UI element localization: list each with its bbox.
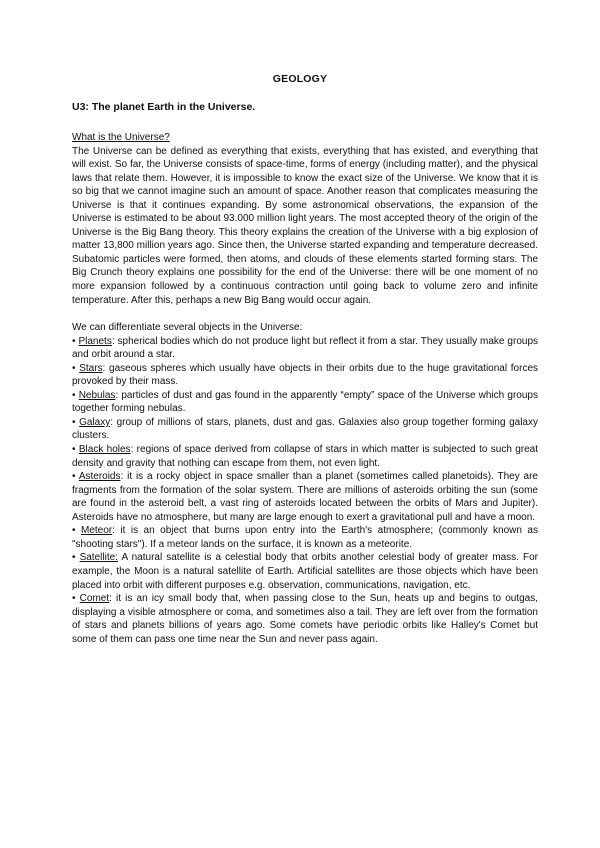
list-item-planets bbox=[72, 335, 538, 362]
term-meteor: Meteor bbox=[81, 525, 113, 537]
definition-stars: gaseous spheres which usually have objects in their orbits due to the huge gravitational forces provoked by their mass. bbox=[72, 362, 538, 388]
definition-asteroids: it is a rocky object in space smaller than a planet (sometimes called planetoids). They are fragments from the formation of the solar system. There are millions of asteroids orbiting the sun (some are found in the asteroid belt, a vast ring of asteroids located between the orbits of Mars and Jupiter). Asteroids have no atmosphere, but many are large enough to exert a gravitational pull and have a moon. bbox=[72, 471, 538, 523]
definition-meteor: it is an object that burns upon entry into the Earth's atmosphere; (commonly known as "shooting stars"). If a meteor lands on the surface, it is known as a meteorite. bbox=[72, 525, 538, 550]
list-item-comet bbox=[72, 592, 538, 646]
bullet: • bbox=[72, 389, 76, 401]
objects-intro: We can differentiate several objects in the Universe: bbox=[72, 322, 303, 334]
list-item-meteor bbox=[72, 524, 538, 551]
term-stars: Stars bbox=[79, 362, 103, 374]
list-item-satellite bbox=[72, 551, 538, 592]
definition-planets: spherical bodies which do not produce light but reflect it from a star. They usually make groups and orbit around a star. bbox=[72, 335, 539, 361]
bullet: • bbox=[72, 335, 76, 347]
definition-comet: it is an icy small body that, when passing close to the Sun, heats up and begins to outgas, displaying a visible atmosphere or coma, and sometimes also a tail. They are left over from the formation of stars and planets billions of years ago. Some comets have periodic orbits like Halley's Comet but some of them can pass one time near the Sun and never pass again. bbox=[72, 593, 538, 645]
unit-heading: U3: The planet Earth in the Universe. bbox=[72, 101, 256, 113]
term-satellite: Satellite: bbox=[79, 552, 118, 564]
document-title: GEOLOGY bbox=[272, 73, 328, 85]
bullet: • bbox=[72, 362, 76, 374]
term-asteroids: Asteroids bbox=[78, 471, 121, 483]
section-heading: What is the Universe? bbox=[72, 132, 170, 143]
universe-paragraph: The Universe can be defined as everything that exists, everything that has existed, and everything that will exist. So far, the Universe consists of space-time, forms of energy (including matter), and the physical laws that relate them. However, it is impossible to know the exact size of the Universe. We know that it is so big that we cannot imagine such an amount of space. Another reason that complicates measuring the Universe is that it continues expanding. By some astronomical observations, the expansion of the Universe is estimated to be about 93.000 million light years. The most accepted theory of the origin of the Universe is the Big Bang theory. This theory explains the creation of the Universe with a big explosion of matter 13,800 million years ago. Since then, the Universe started expanding and temperature decreased. Subatomic particles were formed, then atoms, and clouds of these elements started forming stars. The Big Crunch theory explains one possibility for the end of the Universe: there will be one moment of no more expansion followed by a continuous contraction until going back to volume zero and infinite temperature. After this, perhaps a new Big Bang would occur again. bbox=[72, 145, 538, 306]
term-nebulas: Nebulas bbox=[78, 389, 116, 401]
term-separator: : bbox=[110, 416, 113, 428]
term-planets: Planets bbox=[78, 335, 112, 347]
bullet: • bbox=[72, 444, 76, 456]
definition-galaxy: group of millions of stars, planets, dust and gas. Galaxies also group together forming galaxy clusters. bbox=[72, 416, 538, 442]
definition-black-holes: regions of space derived from collapse of stars in which matter is subjected to such great density and gravity that nothing can escape from them, not even light. bbox=[72, 444, 539, 469]
list-item-galaxy bbox=[72, 416, 538, 443]
bullet: • bbox=[72, 471, 76, 483]
list-item-stars bbox=[72, 362, 538, 389]
term-separator: : bbox=[115, 389, 119, 401]
term-comet: Comet bbox=[79, 593, 110, 605]
list-item-asteroids bbox=[72, 470, 538, 524]
term-galaxy: Galaxy bbox=[79, 416, 111, 428]
term-separator: : bbox=[109, 593, 112, 605]
bullet: • bbox=[72, 416, 76, 428]
bullet: • bbox=[72, 593, 76, 605]
term-separator: : bbox=[111, 335, 115, 347]
definition-satellite: A natural satellite is a celestial body that orbits another celestial body of greater mass. For example, the Moon is a natural satellite of Earth. Artificial satellites are those objects which have been placed into orbit with different purposes e.g. observation, communications, navigation, etc. bbox=[72, 552, 539, 591]
term-separator: : bbox=[102, 362, 106, 374]
list-item-nebulas bbox=[72, 389, 538, 416]
list-item-black-holes bbox=[72, 443, 538, 470]
term-separator: : bbox=[120, 471, 124, 483]
bullet: • bbox=[72, 552, 76, 564]
definition-nebulas: particles of dust and gas found in the apparently “empty” space of the Universe which groups together forming nebulas. bbox=[72, 389, 538, 415]
term-black-holes: Black holes bbox=[78, 444, 131, 456]
bullet: • bbox=[72, 525, 76, 537]
term-separator: : bbox=[112, 525, 115, 537]
document-body bbox=[72, 131, 538, 646]
term-separator: : bbox=[130, 444, 134, 456]
